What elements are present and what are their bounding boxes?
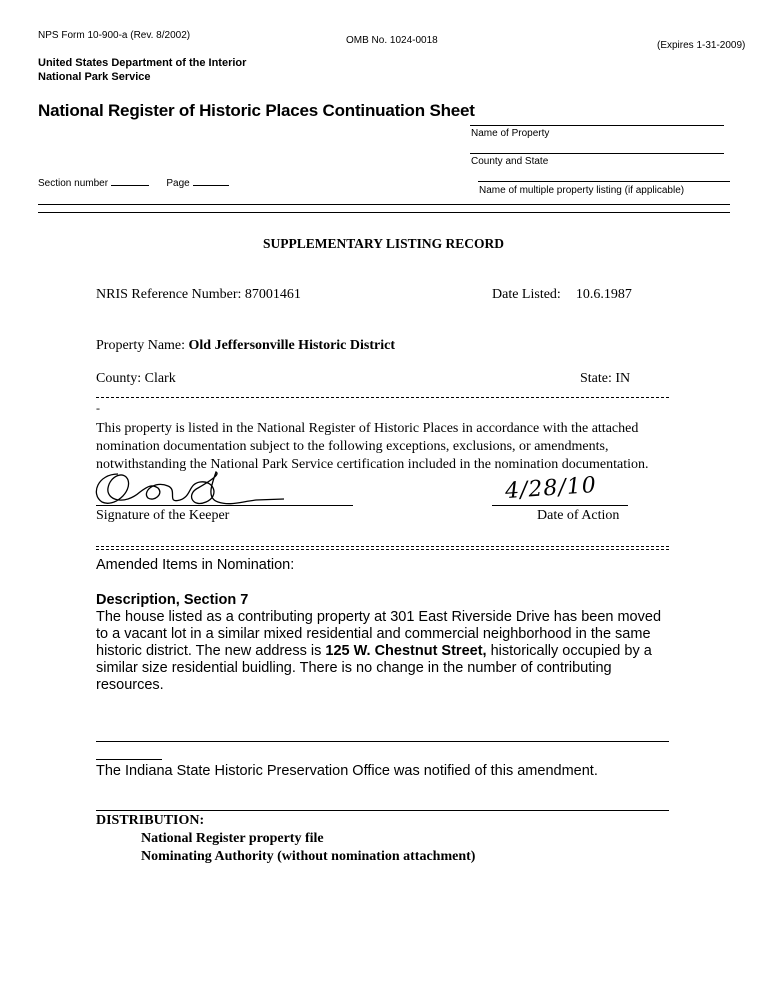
page-label: Page	[166, 178, 190, 189]
multiple-listing-label: Name of multiple property listing (if applicable)	[479, 185, 685, 196]
description-section-title: Description, Section 7	[96, 592, 249, 608]
property-name-value: Old Jeffersonville Historic District	[188, 338, 395, 353]
amendment-line-3-post: historically occupied by a	[486, 643, 652, 659]
signature-of-keeper-label: Signature of the Keeper	[96, 508, 230, 523]
new-address: 125 W. Chestnut Street,	[325, 643, 487, 659]
service-name: National Park Service	[38, 71, 151, 83]
page-blank	[193, 185, 229, 186]
date-listed-value: 10.6.1987	[575, 287, 632, 302]
amendment-line-2: to a vacant lot in a similar mixed residential and commercial neighborhood in the same	[96, 626, 651, 642]
date-listed	[492, 287, 632, 303]
handwritten-action-date: 4/28/10	[504, 472, 598, 505]
nris-reference: NRIS Reference Number: 87001461	[96, 287, 301, 302]
amendment-line-4: similar size residential buidling. There is no change in the number of contributing	[96, 660, 612, 676]
county: County: Clark	[96, 371, 176, 386]
shpo-notice: The Indiana State Historic Preservation Office was notified of this amendment.	[96, 763, 598, 779]
state: State: IN	[580, 371, 631, 386]
short-rule	[96, 759, 162, 760]
amendment-divider	[96, 741, 669, 742]
county-state-line	[470, 153, 724, 154]
date-of-action-line	[492, 505, 628, 506]
department-name: United States Department of the Interior	[38, 57, 247, 69]
date-of-action-label: Date of Action	[537, 508, 620, 523]
amendment-line-5: resources.	[96, 677, 164, 693]
section-number-field	[38, 178, 229, 189]
distribution-heading: DISTRIBUTION:	[96, 813, 205, 828]
record-heading: SUPPLEMENTARY LISTING RECORD	[262, 236, 505, 251]
distribution-item-property-file: National Register property file	[141, 831, 324, 846]
header-divider-1	[38, 204, 730, 205]
section-number-blank	[111, 185, 149, 186]
date-listed-label: Date Listed:	[492, 287, 561, 302]
property-name-label: Property Name:	[96, 338, 186, 353]
county-and-state-label: County and State	[471, 156, 549, 167]
name-of-property-label: Name of Property	[471, 128, 550, 139]
dash-mark: -	[96, 401, 100, 415]
amended-items-heading: Amended Items in Nomination:	[96, 557, 295, 573]
dashed-divider-1	[96, 397, 669, 398]
double-dashed-divider	[96, 546, 669, 550]
property-name-line	[470, 125, 724, 126]
signature-line	[96, 505, 353, 506]
statement-line-1: This property is listed in the National Register of Historic Places in accordance with the attached	[96, 421, 639, 436]
multiple-listing-line	[478, 181, 730, 182]
header-divider-2	[38, 212, 730, 213]
distribution-divider	[96, 810, 669, 811]
statement-line-3: notwithstanding the National Park Service certification included in the nomination documentation.	[96, 457, 649, 472]
property-name	[96, 338, 395, 354]
amendment-line-1: The house listed as a contributing property at 301 East Riverside Drive has been moved	[96, 609, 662, 625]
distribution-item-nominating-authority: Nominating Authority (without nomination attachment)	[141, 849, 476, 864]
expiry-date: (Expires 1-31-2009)	[657, 40, 746, 51]
amendment-line-3	[96, 643, 652, 659]
omb-number: OMB No. 1024-0018	[346, 35, 438, 46]
section-number-label: Section number	[38, 178, 109, 189]
form-number: NPS Form 10-900-a (Rev. 8/2002)	[38, 30, 191, 41]
form-title: National Register of Historic Places Continuation Sheet	[38, 101, 475, 120]
statement-line-2: nomination documentation subject to the following exceptions, exclusions, or amendments,	[96, 439, 609, 454]
amendment-line-3-pre: historic district. The new address is	[96, 643, 326, 659]
